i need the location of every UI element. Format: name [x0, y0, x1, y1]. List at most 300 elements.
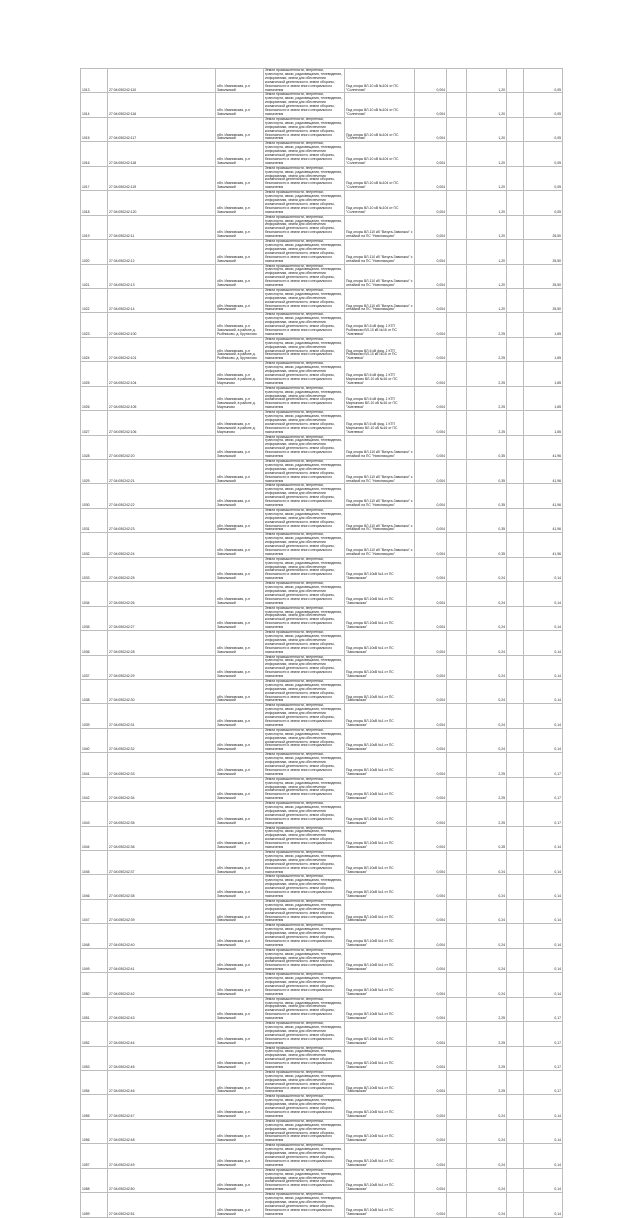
- land-category-cell: Земли промышленности, энергетики, транспорта, связи, радиовещания, телевидения, информатики, земли для обеспечения космической деятельности, земли обороны, безопасности и земли иного специального назначения: [264, 1144, 345, 1168]
- empty-cell: [447, 240, 467, 264]
- land-category-cell: Земли промышленности, энергетики, транспорта, связи, радиовещания, телевидения, информатики, земли для обеспечения космической деятельности, земли обороны, безопасности и земли иного специального назначения: [264, 508, 345, 532]
- value-cell: 2,25: [467, 802, 507, 826]
- cadastral-number-cell: 27:04:050242:33: [108, 753, 216, 777]
- cadastral-number-cell: 27:04:050242:36: [108, 826, 216, 850]
- value-cell: 0,14: [524, 899, 563, 923]
- address-cell: обл. Ивановская, р-н Заволжский: [216, 802, 264, 826]
- row-number-cell: 1015: [81, 117, 108, 141]
- land-category-cell: Земли промышленности, энергетики, транспорта, связи, радиовещания, телевидения, информатики, земли для обеспечения космической деятельности, земли обороны, безопасности и земли иного специального назначения: [264, 655, 345, 679]
- empty-cell: [447, 704, 467, 728]
- empty-cell: [447, 631, 467, 655]
- permitted-use-cell: Под опоры ВЛ-10кВ №1 от ПС "Заволжская": [345, 1022, 415, 1046]
- value-cell: 1,20: [467, 191, 507, 215]
- table-body: [81, 69, 563, 1218]
- value-cell: 1,65: [524, 337, 563, 361]
- permitted-use-cell: Под опоры ВЛ-110 кВ "Вичуга-Заволжск" с отпайкой на ПС "Новописцово": [345, 215, 415, 239]
- permitted-use-cell: Под опоры ВЛ-10 кВ №104 от ПС "Солнечная": [345, 117, 415, 141]
- value-cell: 25,50: [524, 215, 563, 239]
- area-cell: 0,004: [415, 1119, 447, 1143]
- address-cell: обл. Ивановская, р-н Заволжский: [216, 142, 264, 166]
- cadastral-number-cell: 27:04:050242:51: [108, 1193, 216, 1217]
- area-cell: 0,004: [415, 704, 447, 728]
- empty-cell: [507, 288, 524, 312]
- row-number-cell: 1046: [81, 875, 108, 899]
- address-cell: обл. Ивановская, р-н Заволжский: [216, 166, 264, 190]
- area-cell: 0,004: [415, 1168, 447, 1192]
- permitted-use-cell: Под опоры ВЛ-10кВ №1 от ПС "Заволжская": [345, 973, 415, 997]
- permitted-use-cell: Под опоры ВЛ-10кВ №1 от ПС "Заволжская": [345, 704, 415, 728]
- value-cell: 0,17: [524, 802, 563, 826]
- area-cell: 0,004: [415, 142, 447, 166]
- table-row: [81, 777, 563, 801]
- area-cell: 0,004: [415, 997, 447, 1021]
- value-cell: 0,24: [467, 1193, 507, 1217]
- area-cell: 0,004: [415, 679, 447, 703]
- value-cell: 2,25: [467, 386, 507, 410]
- value-cell: 0,24: [467, 973, 507, 997]
- row-number-cell: 1020: [81, 240, 108, 264]
- empty-cell: [447, 191, 467, 215]
- cadastral-number-cell: 27:04:050242:49: [108, 1144, 216, 1168]
- value-cell: 0,05: [524, 117, 563, 141]
- empty-cell: [507, 753, 524, 777]
- empty-cell: [507, 1193, 524, 1217]
- value-cell: 0,14: [524, 973, 563, 997]
- value-cell: 0,14: [524, 1193, 563, 1217]
- table-row: [81, 851, 563, 875]
- value-cell: 2,25: [467, 313, 507, 337]
- empty-cell: [447, 753, 467, 777]
- land-category-cell: Земли промышленности, энергетики, транспорта, связи, радиовещания, телевидения, информатики, земли для обеспечения космической деятельности, земли обороны, безопасности и земли иного специального назначения: [264, 875, 345, 899]
- cadastral-number-cell: 27:04:050242:12: [108, 240, 216, 264]
- address-cell: обл. Ивановская, р-н Заволжский: [216, 1119, 264, 1143]
- empty-cell: [447, 166, 467, 190]
- permitted-use-cell: Под опоры ВЛ-10 кВ №104 от ПС "Солнечная": [345, 142, 415, 166]
- land-category-cell: Земли промышленности, энергетики, транспорта, связи, радиовещания, телевидения, информатики, земли для обеспечения космической деятельности, земли обороны, безопасности и земли иного специального назначения: [264, 924, 345, 948]
- cadastral-number-cell: 27:04:050242:47: [108, 1095, 216, 1119]
- row-number-cell: 1059: [81, 1193, 108, 1217]
- value-cell: 0,14: [524, 606, 563, 630]
- address-cell: обл. Ивановская, р-н Заволжский: [216, 557, 264, 581]
- area-cell: 0,004: [415, 1046, 447, 1070]
- area-cell: 0,004: [415, 1022, 447, 1046]
- land-category-cell: Земли промышленности, энергетики, транспорта, связи, радиовещания, телевидения, информатики, земли для обеспечения космической деятельности, земли обороны, безопасности и земли иного специального назначения: [264, 826, 345, 850]
- value-cell: 25,50: [524, 240, 563, 264]
- empty-cell: [447, 435, 467, 459]
- cadastral-number-cell: 27:04:050242:110: [108, 69, 216, 93]
- table-row: [81, 973, 563, 997]
- value-cell: 41,96: [524, 508, 563, 532]
- address-cell: обл. Ивановская, р-н Заволжский: [216, 582, 264, 606]
- row-number-cell: 1030: [81, 484, 108, 508]
- empty-cell: [447, 386, 467, 410]
- table-row: [81, 1070, 563, 1094]
- cadastral-number-cell: 27:04:050242:35: [108, 802, 216, 826]
- land-category-cell: Земли промышленности, энергетики, транспорта, связи, радиовещания, телевидения, информатики, земли для обеспечения космической деятельности, земли обороны, безопасности и земли иного специального назначения: [264, 802, 345, 826]
- table-row: [81, 411, 563, 435]
- address-cell: обл. Ивановская, р-н Заволжский: [216, 240, 264, 264]
- row-number-cell: 1051: [81, 997, 108, 1021]
- empty-cell: [447, 215, 467, 239]
- value-cell: 0,24: [467, 679, 507, 703]
- cadastral-number-cell: 27:04:050242:119: [108, 166, 216, 190]
- permitted-use-cell: Под опоры ВЛ-10кВ №1 от ПС "Заволжская": [345, 1070, 415, 1094]
- row-number-cell: 1041: [81, 753, 108, 777]
- empty-cell: [507, 728, 524, 752]
- empty-cell: [447, 411, 467, 435]
- value-cell: 1,65: [524, 313, 563, 337]
- land-category-cell: Земли промышленности, энергетики, транспорта, связи, радиовещания, телевидения, информатики, земли для обеспечения космической деятельности, земли обороны, безопасности и земли иного специального назначения: [264, 1022, 345, 1046]
- table-row: [81, 533, 563, 557]
- empty-cell: [507, 1070, 524, 1094]
- empty-cell: [447, 655, 467, 679]
- empty-cell: [447, 802, 467, 826]
- cadastral-number-cell: 27:04:050242:20: [108, 435, 216, 459]
- address-cell: обл. Ивановская, р-н Заволжский: [216, 69, 264, 93]
- address-cell: обл. Ивановская, р-н Заволжский: [216, 1095, 264, 1119]
- value-cell: 0,35: [467, 484, 507, 508]
- land-plots-table: [80, 68, 563, 1218]
- empty-cell: [507, 117, 524, 141]
- value-cell: 0,24: [467, 606, 507, 630]
- empty-cell: [507, 679, 524, 703]
- empty-cell: [507, 777, 524, 801]
- table-row: [81, 484, 563, 508]
- address-cell: обл. Ивановская, р-н Заволжский, в районе д. Мартыново: [216, 386, 264, 410]
- row-number-cell: 1039: [81, 704, 108, 728]
- row-number-cell: 1013: [81, 69, 108, 93]
- land-category-cell: Земли промышленности, энергетики, транспорта, связи, радиовещания, телевидения, информатики, земли для обеспечения космической деятельности, земли обороны, безопасности и земли иного специального назначения: [264, 704, 345, 728]
- empty-cell: [507, 166, 524, 190]
- area-cell: 0,004: [415, 166, 447, 190]
- value-cell: 2,25: [467, 753, 507, 777]
- value-cell: 0,24: [467, 1168, 507, 1192]
- cadastral-number-cell: 27:04:050242:100: [108, 313, 216, 337]
- cadastral-number-cell: 27:04:050242:116: [108, 93, 216, 117]
- empty-cell: [507, 802, 524, 826]
- table-row: [81, 288, 563, 312]
- row-number-cell: 1043: [81, 802, 108, 826]
- area-cell: 0,004: [415, 655, 447, 679]
- land-category-cell: Земли промышленности, энергетики, транспорта, связи, радиовещания, телевидения, информатики, земли для обеспечения космической деятельности, земли обороны, безопасности и земли иного специального назначения: [264, 851, 345, 875]
- value-cell: 41,96: [524, 460, 563, 484]
- empty-cell: [507, 435, 524, 459]
- row-number-cell: 1028: [81, 435, 108, 459]
- value-cell: 0,14: [524, 924, 563, 948]
- value-cell: 0,05: [524, 142, 563, 166]
- value-cell: 0,35: [467, 435, 507, 459]
- table-row: [81, 899, 563, 923]
- permitted-use-cell: Под опоры ВЛ-10 кВ №104 от ПС "Солнечная": [345, 69, 415, 93]
- land-category-cell: Земли промышленности, энергетики, транспорта, связи, радиовещания, телевидения, информатики, земли для обеспечения космической деятельности, земли обороны, безопасности и земли иного специального назначения: [264, 728, 345, 752]
- empty-cell: [447, 606, 467, 630]
- land-category-cell: Земли промышленности, энергетики, транспорта, связи, радиовещания, телевидения, информатики, земли для обеспечения космической деятельности, земли обороны, безопасности и земли иного специального назначения: [264, 606, 345, 630]
- address-cell: обл. Ивановская, р-н Заволжский: [216, 851, 264, 875]
- address-cell: обл. Ивановская, р-н Заволжский: [216, 997, 264, 1021]
- value-cell: 1,20: [467, 117, 507, 141]
- row-number-cell: 1026: [81, 386, 108, 410]
- value-cell: 2,25: [467, 362, 507, 386]
- address-cell: обл. Ивановская, р-н Заволжский: [216, 1022, 264, 1046]
- land-category-cell: Земли промышленности, энергетики, транспорта, связи, радиовещания, телевидения, информатики, земли для обеспечения космической деятельности, земли обороны, безопасности и земли иного специального назначения: [264, 997, 345, 1021]
- address-cell: обл. Ивановская, р-н Заволжский: [216, 777, 264, 801]
- area-cell: 0,004: [415, 337, 447, 361]
- permitted-use-cell: Под опоры ВЛ-110 кВ "Вичуга-Заволжск" с отпайкой на ПС "Новописцово": [345, 460, 415, 484]
- permitted-use-cell: Под опоры ВЛ-10кВ №1 от ПС "Заволжская": [345, 1046, 415, 1070]
- empty-cell: [507, 215, 524, 239]
- area-cell: 0,004: [415, 240, 447, 264]
- permitted-use-cell: Под опоры ВЛ-10кВ №1 от ПС "Заволжская": [345, 631, 415, 655]
- value-cell: 1,20: [467, 240, 507, 264]
- value-cell: 0,05: [524, 191, 563, 215]
- permitted-use-cell: Под опоры ВЛ-10кВ №1 от ПС "Заволжская": [345, 1119, 415, 1143]
- value-cell: 0,14: [524, 948, 563, 972]
- table-row: [81, 508, 563, 532]
- area-cell: 0,004: [415, 899, 447, 923]
- address-cell: обл. Ивановская, р-н Заволжский, в районе д. Рыбниково, д. Крутилово: [216, 313, 264, 337]
- empty-cell: [447, 69, 467, 93]
- land-category-cell: Земли промышленности, энергетики, транспорта, связи, радиовещания, телевидения, информатики, земли для обеспечения космической деятельности, земли обороны, безопасности и земли иного специального назначения: [264, 69, 345, 93]
- permitted-use-cell: Под опоры ВЛ-10кВ №1 от ПС "Заволжская": [345, 1095, 415, 1119]
- empty-cell: [507, 997, 524, 1021]
- value-cell: 0,14: [524, 655, 563, 679]
- area-cell: 0,004: [415, 215, 447, 239]
- empty-cell: [507, 460, 524, 484]
- table-row: [81, 582, 563, 606]
- land-category-cell: Земли промышленности, энергетики, транспорта, связи, радиовещания, телевидения, информатики, земли для обеспечения космической деятельности, земли обороны, безопасности и земли иного специального назначения: [264, 411, 345, 435]
- table-row: [81, 117, 563, 141]
- land-category-cell: Земли промышленности, энергетики, транспорта, связи, радиовещания, телевидения, информатики, земли для обеспечения космической деятельности, земли обороны, безопасности и земли иного специального назначения: [264, 435, 345, 459]
- empty-cell: [507, 1022, 524, 1046]
- address-cell: обл. Ивановская, р-н Заволжский: [216, 655, 264, 679]
- permitted-use-cell: Под опоры ВЛ-10 кВ №104 от ПС "Солнечная": [345, 191, 415, 215]
- empty-cell: [447, 508, 467, 532]
- empty-cell: [507, 93, 524, 117]
- table-row: [81, 435, 563, 459]
- row-number-cell: 1014: [81, 93, 108, 117]
- document-sheet: [80, 68, 562, 1216]
- land-category-cell: Земли промышленности, энергетики, транспорта, связи, радиовещания, телевидения, информатики, земли для обеспечения космической деятельности, земли обороны, безопасности и земли иного специального назначения: [264, 1095, 345, 1119]
- table-row: [81, 362, 563, 386]
- land-category-cell: Земли промышленности, энергетики, транспорта, связи, радиовещания, телевидения, информатики, земли для обеспечения космической деятельности, земли обороны, безопасности и земли иного специального назначения: [264, 337, 345, 361]
- table-row: [81, 264, 563, 288]
- value-cell: 2,25: [467, 777, 507, 801]
- permitted-use-cell: Под опоры ВЛ-6 кВ фид. 1 КТП Мартыново ВЛ-10 кВ №16 от ПС "Хмелевка": [345, 362, 415, 386]
- empty-cell: [447, 973, 467, 997]
- permitted-use-cell: Под опоры ВЛ-110 кВ "Вичуга-Заволжск" с отпайкой на ПС "Новописцово": [345, 435, 415, 459]
- value-cell: 2,25: [467, 997, 507, 1021]
- cadastral-number-cell: 27:04:050242:118: [108, 142, 216, 166]
- address-cell: обл. Ивановская, р-н Заволжский: [216, 631, 264, 655]
- permitted-use-cell: Под опоры ВЛ-6 кВ фид. 1 КТП Мартыново ВЛ-10 кВ №16 от ПС "Хмелевка": [345, 411, 415, 435]
- area-cell: 0,004: [415, 728, 447, 752]
- area-cell: 0,004: [415, 1095, 447, 1119]
- area-cell: 0,004: [415, 313, 447, 337]
- value-cell: 0,14: [524, 704, 563, 728]
- table-row: [81, 679, 563, 703]
- land-category-cell: Земли промышленности, энергетики, транспорта, связи, радиовещания, телевидения, информатики, земли для обеспечения космической деятельности, земли обороны, безопасности и земли иного специального назначения: [264, 1119, 345, 1143]
- area-cell: 0,004: [415, 802, 447, 826]
- empty-cell: [507, 386, 524, 410]
- value-cell: 0,24: [467, 948, 507, 972]
- address-cell: обл. Ивановская, р-н Заволжский: [216, 606, 264, 630]
- empty-cell: [507, 411, 524, 435]
- empty-cell: [447, 93, 467, 117]
- permitted-use-cell: Под опоры ВЛ-110 кВ "Вичуга-Заволжск" с отпайкой на ПС "Новописцово": [345, 264, 415, 288]
- value-cell: 0,24: [467, 1095, 507, 1119]
- empty-cell: [447, 1022, 467, 1046]
- address-cell: обл. Ивановская, р-н Заволжский: [216, 875, 264, 899]
- permitted-use-cell: Под опоры ВЛ-10кВ №1 от ПС "Заволжская": [345, 924, 415, 948]
- value-cell: 1,20: [467, 264, 507, 288]
- value-cell: 0,24: [467, 1119, 507, 1143]
- row-number-cell: 1037: [81, 655, 108, 679]
- row-number-cell: 1025: [81, 362, 108, 386]
- value-cell: 0,24: [467, 655, 507, 679]
- row-number-cell: 1056: [81, 1119, 108, 1143]
- area-cell: 0,004: [415, 288, 447, 312]
- area-cell: 0,004: [415, 69, 447, 93]
- empty-cell: [447, 533, 467, 557]
- empty-cell: [507, 264, 524, 288]
- empty-cell: [507, 557, 524, 581]
- address-cell: обл. Ивановская, р-н Заволжский: [216, 1193, 264, 1217]
- row-number-cell: 1034: [81, 582, 108, 606]
- permitted-use-cell: Под опоры ВЛ-110 кВ "Вичуга-Заволжск" с отпайкой на ПС "Новописцово": [345, 533, 415, 557]
- permitted-use-cell: Под опоры ВЛ-6 кВ фид. 1 КТП Мартыново ВЛ-10 кВ №16 от ПС "Хмелевка": [345, 386, 415, 410]
- empty-cell: [507, 1144, 524, 1168]
- permitted-use-cell: Под опоры ВЛ-110 кВ "Вичуга-Заволжск" с отпайкой на ПС "Новописцово": [345, 508, 415, 532]
- value-cell: 1,20: [467, 215, 507, 239]
- permitted-use-cell: Под опоры ВЛ-10кВ №1 от ПС "Заволжская": [345, 753, 415, 777]
- value-cell: 25,50: [524, 264, 563, 288]
- row-number-cell: 1036: [81, 631, 108, 655]
- cadastral-number-cell: 27:04:050242:46: [108, 1070, 216, 1094]
- empty-cell: [507, 704, 524, 728]
- cadastral-number-cell: 27:04:050242:26: [108, 582, 216, 606]
- cadastral-number-cell: 27:04:050242:27: [108, 606, 216, 630]
- empty-cell: [507, 582, 524, 606]
- empty-cell: [447, 875, 467, 899]
- value-cell: 0,14: [524, 557, 563, 581]
- land-category-cell: Земли промышленности, энергетики, транспорта, связи, радиовещания, телевидения, информатики, земли для обеспечения космической деятельности, земли обороны, безопасности и земли иного специального назначения: [264, 142, 345, 166]
- area-cell: 0,004: [415, 973, 447, 997]
- empty-cell: [507, 631, 524, 655]
- address-cell: обл. Ивановская, р-н Заволжский: [216, 533, 264, 557]
- land-category-cell: Земли промышленности, энергетики, транспорта, связи, радиовещания, телевидения, информатики, земли для обеспечения космической деятельности, земли обороны, безопасности и земли иного специального назначения: [264, 582, 345, 606]
- land-category-cell: Земли промышленности, энергетики, транспорта, связи, радиовещания, телевидения, информатики, земли для обеспечения космической деятельности, земли обороны, безопасности и земли иного специального назначения: [264, 191, 345, 215]
- empty-cell: [447, 948, 467, 972]
- cadastral-number-cell: 27:04:050242:25: [108, 557, 216, 581]
- area-cell: 0,004: [415, 117, 447, 141]
- cadastral-number-cell: 27:04:050242:34: [108, 777, 216, 801]
- value-cell: 0,17: [524, 1046, 563, 1070]
- empty-cell: [507, 973, 524, 997]
- table-row: [81, 1046, 563, 1070]
- row-number-cell: 1019: [81, 215, 108, 239]
- cadastral-number-cell: 27:04:050242:13: [108, 264, 216, 288]
- area-cell: 0,004: [415, 606, 447, 630]
- area-cell: 0,004: [415, 508, 447, 532]
- empty-cell: [447, 826, 467, 850]
- cadastral-number-cell: 27:04:050242:30: [108, 679, 216, 703]
- area-cell: 0,004: [415, 386, 447, 410]
- value-cell: 0,14: [524, 826, 563, 850]
- table-row: [81, 802, 563, 826]
- address-cell: обл. Ивановская, р-н Заволжский, в районе д. Рыбниково, д. Крутилово: [216, 337, 264, 361]
- land-category-cell: Земли промышленности, энергетики, транспорта, связи, радиовещания, телевидения, информатики, земли для обеспечения космической деятельности, земли обороны, безопасности и земли иного специального назначения: [264, 777, 345, 801]
- row-number-cell: 1023: [81, 313, 108, 337]
- cadastral-number-cell: 27:04:050242:21: [108, 460, 216, 484]
- address-cell: обл. Ивановская, р-н Заволжский: [216, 1070, 264, 1094]
- area-cell: 0,004: [415, 460, 447, 484]
- land-category-cell: Земли промышленности, энергетики, транспорта, связи, радиовещания, телевидения, информатики, земли для обеспечения космической деятельности, земли обороны, безопасности и земли иного специального назначения: [264, 557, 345, 581]
- value-cell: 0,24: [467, 875, 507, 899]
- cadastral-number-cell: 27:04:050242:117: [108, 117, 216, 141]
- row-number-cell: 1017: [81, 166, 108, 190]
- permitted-use-cell: Под опоры ВЛ-10кВ №1 от ПС "Заволжская": [345, 899, 415, 923]
- row-number-cell: 1021: [81, 264, 108, 288]
- cadastral-number-cell: 27:04:050242:48: [108, 1119, 216, 1143]
- cadastral-number-cell: 27:04:050242:105: [108, 386, 216, 410]
- table-row: [81, 1119, 563, 1143]
- empty-cell: [447, 777, 467, 801]
- address-cell: обл. Ивановская, р-н Заволжский: [216, 826, 264, 850]
- value-cell: 0,05: [524, 93, 563, 117]
- empty-cell: [447, 264, 467, 288]
- table-row: [81, 215, 563, 239]
- empty-cell: [447, 1168, 467, 1192]
- address-cell: обл. Ивановская, р-н Заволжский: [216, 1144, 264, 1168]
- permitted-use-cell: Под опоры ВЛ-10 кВ №104 от ПС "Солнечная": [345, 166, 415, 190]
- empty-cell: [447, 1046, 467, 1070]
- value-cell: 1,20: [467, 166, 507, 190]
- empty-cell: [447, 142, 467, 166]
- address-cell: обл. Ивановская, р-н Заволжский: [216, 924, 264, 948]
- table-row: [81, 240, 563, 264]
- area-cell: 0,004: [415, 777, 447, 801]
- land-category-cell: Земли промышленности, энергетики, транспорта, связи, радиовещания, телевидения, информатики, земли для обеспечения космической деятельности, земли обороны, безопасности и земли иного специального назначения: [264, 93, 345, 117]
- row-number-cell: 1048: [81, 924, 108, 948]
- table-row: [81, 191, 563, 215]
- empty-cell: [507, 875, 524, 899]
- empty-cell: [447, 288, 467, 312]
- table-row: [81, 631, 563, 655]
- area-cell: 0,004: [415, 264, 447, 288]
- value-cell: 0,14: [524, 875, 563, 899]
- address-cell: обл. Ивановская, р-н Заволжский: [216, 288, 264, 312]
- table-row: [81, 826, 563, 850]
- empty-cell: [507, 924, 524, 948]
- value-cell: 0,14: [524, 728, 563, 752]
- empty-cell: [507, 948, 524, 972]
- row-number-cell: 1052: [81, 1022, 108, 1046]
- address-cell: обл. Ивановская, р-н Заволжский: [216, 728, 264, 752]
- permitted-use-cell: Под опоры ВЛ-10кВ №1 от ПС "Заволжская": [345, 557, 415, 581]
- permitted-use-cell: Под опоры ВЛ-10кВ №1 от ПС "Заволжская": [345, 655, 415, 679]
- value-cell: 1,20: [467, 142, 507, 166]
- table-row: [81, 313, 563, 337]
- value-cell: 0,05: [524, 166, 563, 190]
- value-cell: 0,24: [467, 582, 507, 606]
- row-number-cell: 1018: [81, 191, 108, 215]
- cadastral-number-cell: 27:04:050242:28: [108, 631, 216, 655]
- empty-cell: [447, 924, 467, 948]
- row-number-cell: 1040: [81, 728, 108, 752]
- permitted-use-cell: Под опоры ВЛ-10кВ №1 от ПС "Заволжская": [345, 728, 415, 752]
- empty-cell: [507, 508, 524, 532]
- empty-cell: [447, 557, 467, 581]
